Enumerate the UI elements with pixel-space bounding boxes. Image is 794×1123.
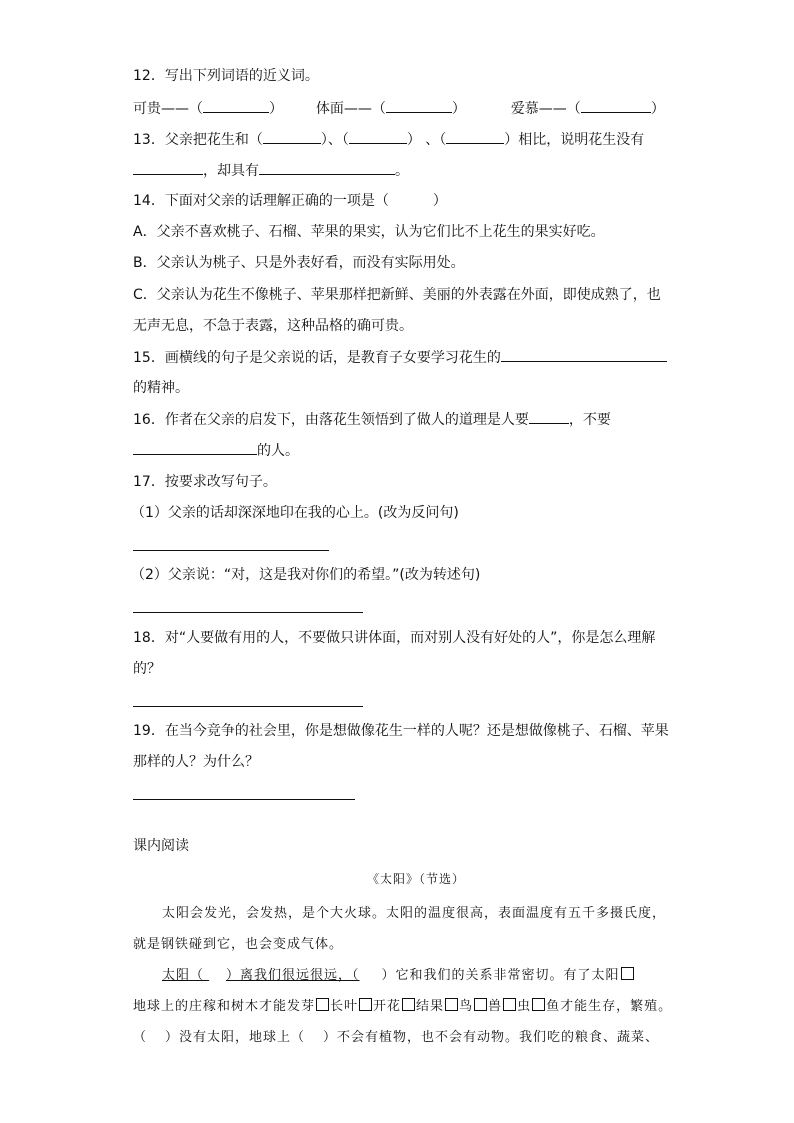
q16-blank-2[interactable]: [133, 440, 257, 455]
punct-box[interactable]: [402, 998, 415, 1011]
p2b-text-4: 结果: [416, 999, 445, 1014]
q13-text-e: ，却具有: [203, 163, 259, 179]
q12-item-2-close: ）: [451, 101, 466, 117]
punct-box[interactable]: [359, 998, 372, 1011]
q12-item-3-close: ）: [650, 101, 665, 117]
punct-box[interactable]: [445, 998, 458, 1011]
p2b-text-7: 虫: [517, 999, 532, 1014]
q14-stem-end: ）: [432, 193, 447, 209]
p2c-text-3: ）不会有植物，也不会有动物。我们吃的粮食、蔬菜、: [323, 1030, 660, 1045]
q12-text: 12．写出下列词语的近义词。: [133, 68, 319, 84]
q18-answer-line[interactable]: [133, 706, 363, 707]
q14-option-c[interactable]: C．父亲认为花生不像桃子、苹果那样把新鲜、美丽的外表露在外面，即使成熟了，也: [133, 287, 661, 303]
p2b-text-2: 长叶: [330, 999, 359, 1014]
q14-option-b[interactable]: B．父亲认为桃子、只是外表好看，而没有实际用处。: [133, 255, 465, 271]
q15-blank[interactable]: [501, 347, 667, 362]
q19-answer-line[interactable]: [133, 799, 355, 800]
p2-paren-blank-1[interactable]: [204, 968, 226, 983]
p2-text-2: ）离我们很远很远，（: [226, 968, 360, 983]
q13-blank-5[interactable]: [259, 160, 395, 175]
q17-answer-line-2[interactable]: [133, 612, 363, 613]
passage-p1-line-2: 就是钢铁碰到它，也会变成气体。: [133, 937, 344, 952]
p2-text-3: ）它和我们的关系非常密切。有了太阳: [381, 968, 620, 983]
q12-blank-2[interactable]: [386, 98, 452, 113]
q14-stem: 14．下面对父亲的话理解正确的一项是（: [133, 193, 389, 209]
q12-blank-3[interactable]: [581, 98, 651, 113]
punct-box[interactable]: [532, 998, 545, 1011]
question-14: [133, 191, 447, 211]
punct-box[interactable]: [503, 998, 516, 1011]
question-15: [133, 347, 667, 368]
q14-option-a[interactable]: A．父亲不喜欢桃子、石榴、苹果的果实，认为它们比不上花生的果实好吃。: [133, 224, 605, 240]
q17-sub-1: （1）父亲的话却深深地印在我的心上。(改为反问句): [131, 505, 459, 521]
q17-sub-2: （2）父亲说：“对，这是我对你们的希望。”(改为转述句): [131, 567, 481, 583]
q13-text-d: ）相比，说明花生没有: [504, 132, 645, 148]
q16-blank-1[interactable]: [529, 409, 569, 424]
punct-box[interactable]: [474, 998, 487, 1011]
q14-option-c-cont: 无声无息，不急于表露，这种品格的确可贵。: [133, 318, 413, 334]
question-16: [133, 409, 611, 430]
question-19: 19．在当今竞争的社会里，你是想做像花生一样的人呢？还是想做像桃子、石榴、苹果: [133, 723, 669, 739]
p2c-text-2: ）没有太阳，地球上（: [165, 1030, 306, 1045]
q16-text-a: 16．作者在父亲的启发下，由落花生领悟到了做人的道理是人要: [133, 412, 529, 428]
q16-text-b: ，不要: [568, 412, 611, 428]
q13-blank-3[interactable]: [446, 129, 504, 144]
passage-title: 《太阳》（节选）: [367, 872, 466, 886]
q12-blank-1[interactable]: [203, 98, 269, 113]
q12-item-1-label: 可贵——（: [133, 101, 203, 117]
q13-text-a: 13．父亲把花生和（: [133, 132, 263, 148]
q15-text-a: 15．画横线的句子是父亲说的话，是教育子女要学习花生的: [133, 350, 501, 366]
section-heading: 课内阅读: [133, 838, 189, 854]
q15-text-b: 的精神。: [133, 380, 189, 396]
q12-item-1-close: ）: [269, 101, 283, 117]
question-17: 17．按要求改写句子。: [133, 474, 277, 490]
punct-box[interactable]: [316, 998, 329, 1011]
p2b-text-1: 地球上的庄稼和树木才能发芽: [133, 999, 316, 1014]
q12-item-2-label: 体面——（: [315, 101, 386, 117]
q17-answer-line-1[interactable]: [133, 550, 329, 551]
p2-text-1: 太阳（: [162, 968, 205, 983]
question-13: [133, 129, 644, 150]
q13-blank-2[interactable]: [349, 129, 407, 144]
passage-p2-line-3: [133, 1026, 659, 1045]
passage-p2-line-1: [162, 964, 635, 983]
q12-items: [133, 98, 665, 119]
question-18: 18．对“人要做有用的人，不要做只讲体面，而对别人没有好处的人”，你是怎么理解: [133, 630, 656, 646]
p2b-text-6: 兽: [488, 999, 503, 1014]
passage-p1-line-1: 太阳会发光，会发热，是个大火球。太阳的温度很高，表面温度有五千多摄氏度，: [162, 906, 667, 921]
p2b-text-5: 鸟: [459, 999, 474, 1014]
punct-box[interactable]: [621, 967, 634, 980]
question-12: [133, 66, 319, 86]
p2b-text-3: 开花: [373, 999, 402, 1014]
q16-text-c: 的人。: [257, 443, 299, 459]
question-19-cont: 那样的人？为什么？: [133, 754, 259, 770]
p2c-text-1: （: [133, 1030, 148, 1045]
passage-p2-line-2: [133, 995, 672, 1014]
q13-blank-4[interactable]: [133, 160, 203, 175]
q13-text-f: 。: [395, 163, 409, 179]
q12-item-3-label: 爱慕——（: [510, 101, 581, 117]
q13-text-b: ）、（: [320, 132, 349, 148]
q13-blank-1[interactable]: [263, 129, 321, 144]
p2b-text-8: 鱼才能生存，繁殖。: [546, 999, 673, 1014]
question-16-cont: [133, 440, 299, 461]
question-18-cont: 的？: [133, 661, 161, 677]
question-13-cont: [133, 160, 409, 181]
q13-text-c: ） 、（: [406, 132, 447, 148]
